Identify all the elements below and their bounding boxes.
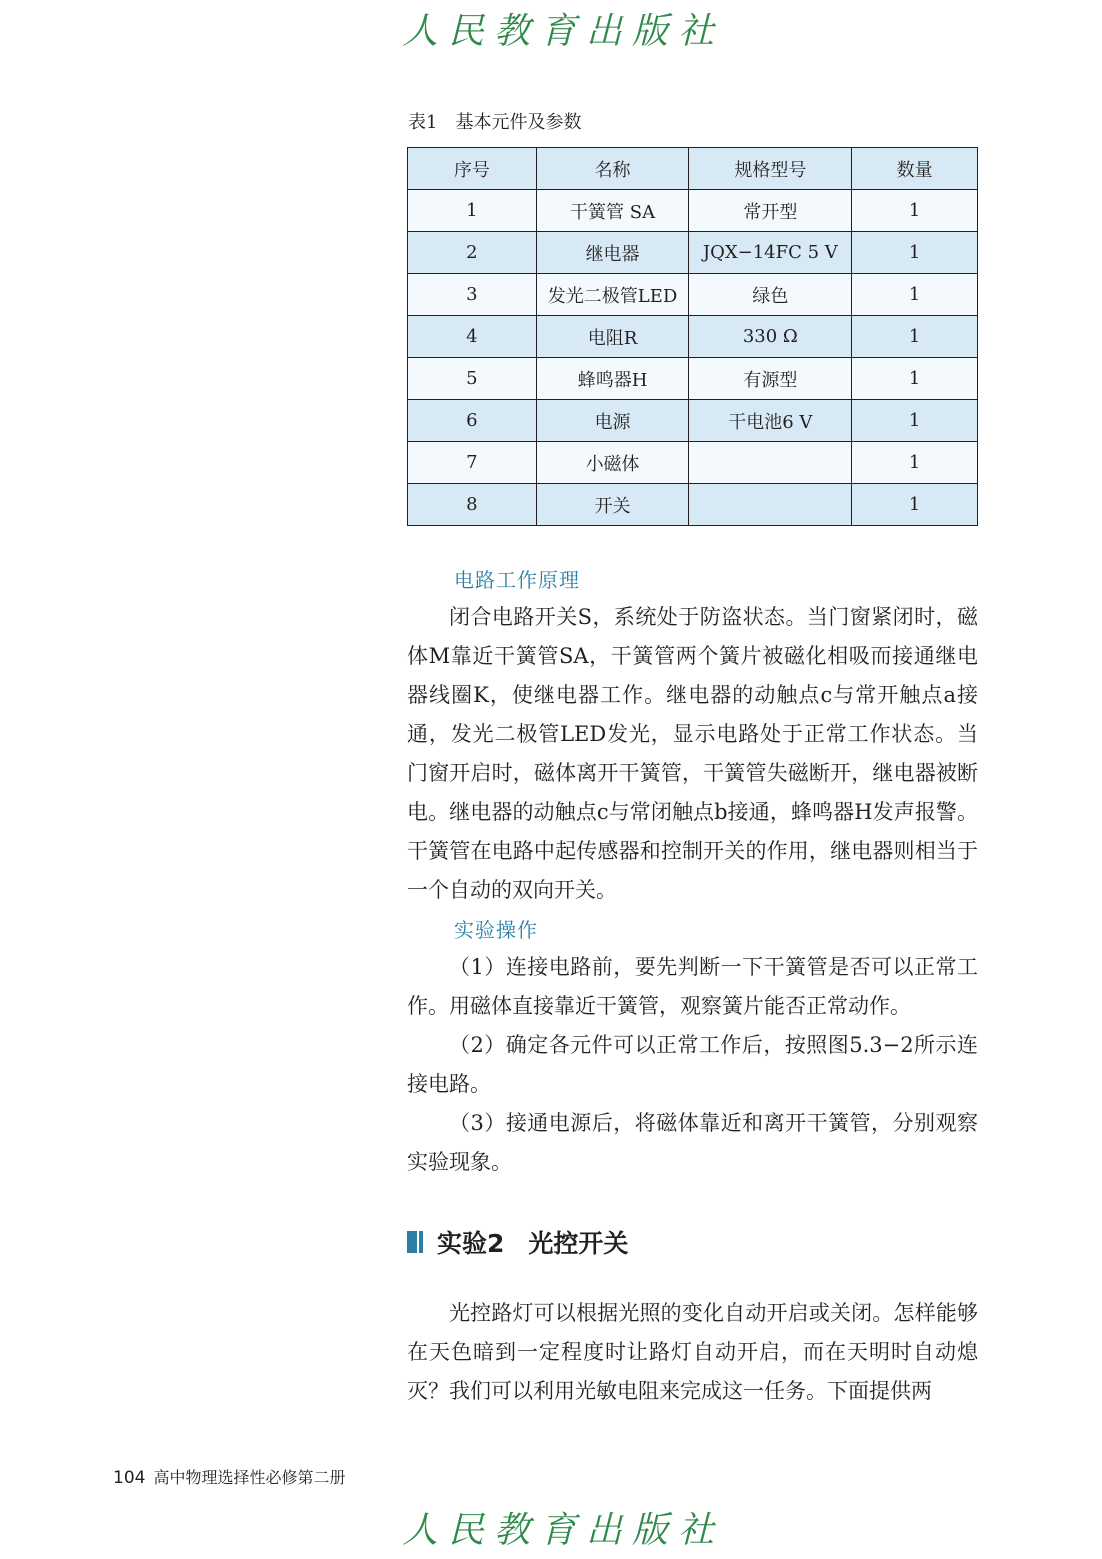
table-cell: 1 (852, 400, 978, 442)
experiment-step-3: （3）接通电源后，将磁体靠近和离开干簧管，分别观察实验现象。 (407, 1111, 978, 1174)
experiment-step-2: （2）确定各元件可以正常工作后，按照图5.3−2所示连接电路。 (407, 1033, 978, 1096)
table-cell: 常开型 (689, 190, 852, 232)
table-row (408, 232, 978, 274)
table-row (408, 190, 978, 232)
table-cell: 1 (852, 316, 978, 358)
table-row (408, 316, 978, 358)
publisher-logo-bottom: 人民教育出版社 (402, 1510, 725, 1551)
table-caption (408, 108, 581, 134)
table-cell (689, 442, 852, 484)
table-cell (689, 484, 852, 526)
circuit-principle-heading: 电路工作原理 (454, 568, 580, 592)
table-cell: 7 (408, 442, 537, 484)
page-number: 104 (113, 1468, 146, 1488)
table-cell: 有源型 (689, 358, 852, 400)
circuit-principle-paragraph: 闭合电路开关S，系统处于防盗状态。当门窗紧闭时，磁体M靠近干簧管SA，干簧管两个簧片被磁化相吸而接通继电器线圈K，使继电器工作。继电器的动触点c与常开触点a接通，发光二极管LED发光，显示电路处于正常工作状态。当门窗开启时，磁体离开干簧管，干簧管失磁断开，继电器被断电。继电器的动触点c与常闭触点b接通，蜂鸣器H发声报警。干簧管在电路中起传感器和控制开关的作用，继电器则相当于一个自动的双向开关。 (407, 605, 978, 902)
table-cell: 330 Ω (689, 316, 852, 358)
table-cell: 绿色 (689, 274, 852, 316)
publisher-logo-top: 人民教育出版社 (402, 11, 725, 52)
component-parameter-table (407, 147, 978, 526)
table-cell: JQX−14FC 5 V (689, 232, 852, 274)
header-cell: 规格型号 (689, 148, 852, 190)
experiment-ops-heading: 实验操作 (454, 918, 538, 942)
table-cell: 8 (408, 484, 537, 526)
section-heading (407, 1224, 628, 1260)
table-caption-number: 表1 (408, 112, 438, 133)
table-cell: 电阻R (536, 316, 689, 358)
table-cell: 1 (852, 274, 978, 316)
table-cell: 1 (852, 358, 978, 400)
table-cell: 电源 (536, 400, 689, 442)
table-cell: 蜂鸣器H (536, 358, 689, 400)
table-cell: 2 (408, 232, 537, 274)
section-number: 实验2 (437, 1229, 505, 1258)
header-cell: 序号 (408, 148, 537, 190)
table-caption-title: 基本元件及参数 (455, 112, 582, 133)
table-row (408, 400, 978, 442)
section-marker-icon (407, 1231, 423, 1253)
table-cell: 小磁体 (536, 442, 689, 484)
table-row (408, 484, 978, 526)
table-cell: 4 (408, 316, 537, 358)
table-header-row (408, 148, 978, 190)
table-row (408, 442, 978, 484)
table-cell: 1 (852, 232, 978, 274)
table-cell: 干电池6 V (689, 400, 852, 442)
table-cell: 1 (408, 190, 537, 232)
section-intro-paragraph: 光控路灯可以根据光照的变化自动开启或关闭。怎样能够在天色暗到一定程度时让路灯自动开启，而在天明时自动熄灭？我们可以利用光敏电阻来完成这一任务。下面提供两 (407, 1301, 978, 1403)
page-footer (113, 1465, 345, 1488)
header-cell: 数量 (852, 148, 978, 190)
table-cell: 开关 (536, 484, 689, 526)
table-row (408, 358, 978, 400)
table-cell: 继电器 (536, 232, 689, 274)
table-row (408, 274, 978, 316)
table-cell: 干簧管 SA (536, 190, 689, 232)
table-cell: 发光二极管LED (536, 274, 689, 316)
table-cell: 1 (852, 190, 978, 232)
header-cell: 名称 (536, 148, 689, 190)
book-title: 高中物理选择性必修第二册 (153, 1468, 346, 1487)
table-cell: 5 (408, 358, 537, 400)
experiment-step-1: （1）连接电路前，要先判断一下干簧管是否可以正常工作。用磁体直接靠近干簧管，观察簧片能否正常动作。 (407, 955, 978, 1018)
table-cell: 1 (852, 442, 978, 484)
table-cell: 6 (408, 400, 537, 442)
table-cell: 3 (408, 274, 537, 316)
table-cell: 1 (852, 484, 978, 526)
section-title: 光控开关 (528, 1229, 629, 1258)
